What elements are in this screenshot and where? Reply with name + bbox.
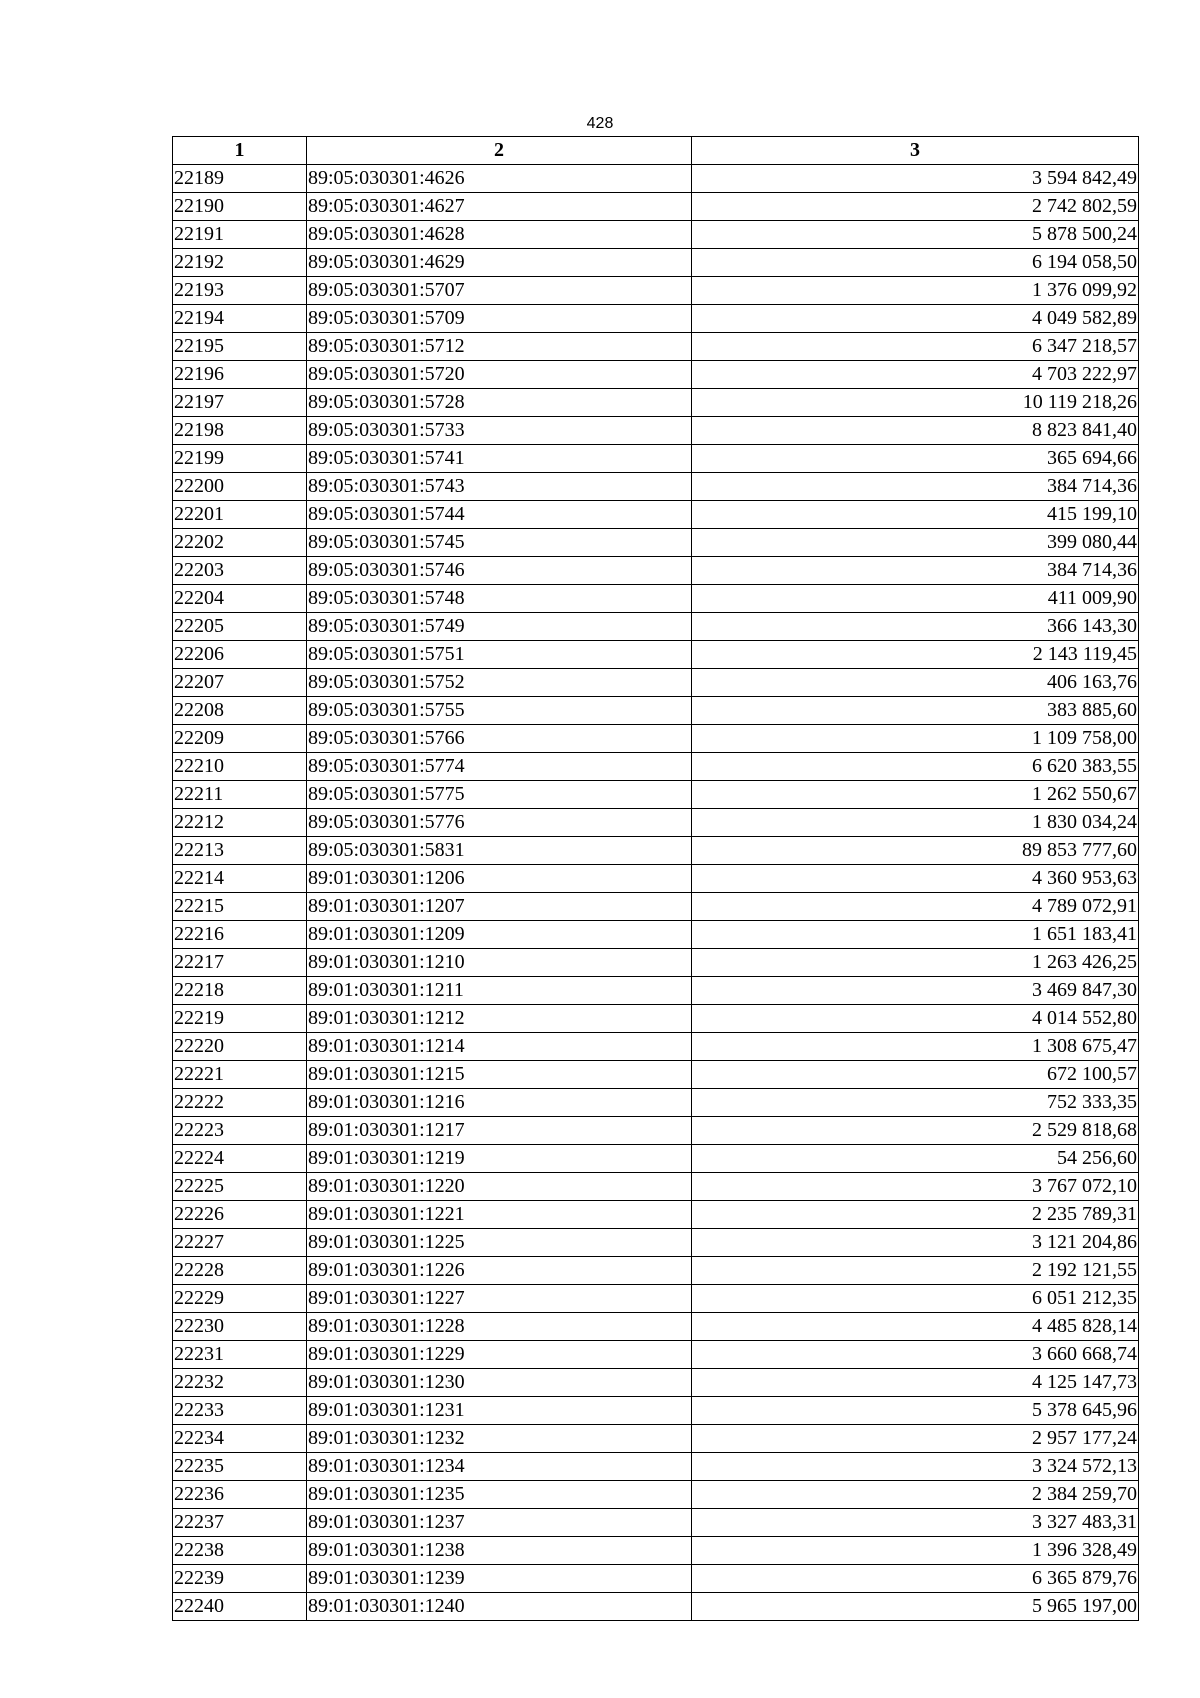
value-cell: 3 594 842,49 bbox=[692, 165, 1139, 193]
value-cell: 384 714,36 bbox=[692, 557, 1139, 585]
cadastral-number-cell: 89:01:030301:1231 bbox=[307, 1397, 692, 1425]
value-cell: 2 192 121,55 bbox=[692, 1257, 1139, 1285]
row-number-cell: 22219 bbox=[173, 1005, 307, 1033]
row-number-cell: 22212 bbox=[173, 809, 307, 837]
table-row bbox=[173, 221, 1139, 249]
table-row bbox=[173, 529, 1139, 557]
row-number-cell: 22207 bbox=[173, 669, 307, 697]
row-number-cell: 22208 bbox=[173, 697, 307, 725]
value-cell: 54 256,60 bbox=[692, 1145, 1139, 1173]
cadastral-number-cell: 89:05:030301:5720 bbox=[307, 361, 692, 389]
row-number-cell: 22214 bbox=[173, 865, 307, 893]
value-cell: 6 365 879,76 bbox=[692, 1565, 1139, 1593]
table-row bbox=[173, 753, 1139, 781]
row-number-cell: 22222 bbox=[173, 1089, 307, 1117]
table-row bbox=[173, 585, 1139, 613]
column-header-1: 1 bbox=[173, 137, 307, 165]
row-number-cell: 22197 bbox=[173, 389, 307, 417]
table-row bbox=[173, 725, 1139, 753]
value-cell: 415 199,10 bbox=[692, 501, 1139, 529]
cadastral-number-cell: 89:01:030301:1228 bbox=[307, 1313, 692, 1341]
table-row bbox=[173, 697, 1139, 725]
data-table bbox=[172, 136, 1139, 1621]
row-number-cell: 22215 bbox=[173, 893, 307, 921]
value-cell: 1 651 183,41 bbox=[692, 921, 1139, 949]
cadastral-number-cell: 89:05:030301:5741 bbox=[307, 445, 692, 473]
column-header-3: 3 bbox=[692, 137, 1139, 165]
cadastral-number-cell: 89:01:030301:1230 bbox=[307, 1369, 692, 1397]
row-number-cell: 22201 bbox=[173, 501, 307, 529]
row-number-cell: 22195 bbox=[173, 333, 307, 361]
table-row bbox=[173, 1565, 1139, 1593]
value-cell: 1 262 550,67 bbox=[692, 781, 1139, 809]
cadastral-number-cell: 89:05:030301:5766 bbox=[307, 725, 692, 753]
row-number-cell: 22237 bbox=[173, 1509, 307, 1537]
value-cell: 406 163,76 bbox=[692, 669, 1139, 697]
table-row bbox=[173, 1509, 1139, 1537]
table-row bbox=[173, 1145, 1139, 1173]
value-cell: 1 308 675,47 bbox=[692, 1033, 1139, 1061]
row-number-cell: 22229 bbox=[173, 1285, 307, 1313]
value-cell: 3 660 668,74 bbox=[692, 1341, 1139, 1369]
value-cell: 6 347 218,57 bbox=[692, 333, 1139, 361]
value-cell: 2 957 177,24 bbox=[692, 1425, 1139, 1453]
cadastral-number-cell: 89:01:030301:1206 bbox=[307, 865, 692, 893]
cadastral-number-cell: 89:01:030301:1225 bbox=[307, 1229, 692, 1257]
value-cell: 5 878 500,24 bbox=[692, 221, 1139, 249]
cadastral-number-cell: 89:05:030301:5743 bbox=[307, 473, 692, 501]
row-number-cell: 22225 bbox=[173, 1173, 307, 1201]
cadastral-number-cell: 89:01:030301:1229 bbox=[307, 1341, 692, 1369]
value-cell: 3 327 483,31 bbox=[692, 1509, 1139, 1537]
row-number-cell: 22210 bbox=[173, 753, 307, 781]
cadastral-number-cell: 89:05:030301:5733 bbox=[307, 417, 692, 445]
table-row bbox=[173, 249, 1139, 277]
header-row bbox=[173, 137, 1139, 165]
value-cell: 672 100,57 bbox=[692, 1061, 1139, 1089]
row-number-cell: 22204 bbox=[173, 585, 307, 613]
table-row bbox=[173, 501, 1139, 529]
cadastral-number-cell: 89:01:030301:1207 bbox=[307, 893, 692, 921]
row-number-cell: 22209 bbox=[173, 725, 307, 753]
cadastral-number-cell: 89:05:030301:5712 bbox=[307, 333, 692, 361]
table-row bbox=[173, 1089, 1139, 1117]
cadastral-number-cell: 89:01:030301:1209 bbox=[307, 921, 692, 949]
row-number-cell: 22191 bbox=[173, 221, 307, 249]
row-number-cell: 22217 bbox=[173, 949, 307, 977]
value-cell: 5 378 645,96 bbox=[692, 1397, 1139, 1425]
cadastral-number-cell: 89:05:030301:4626 bbox=[307, 165, 692, 193]
value-cell: 8 823 841,40 bbox=[692, 417, 1139, 445]
cadastral-number-cell: 89:01:030301:1214 bbox=[307, 1033, 692, 1061]
value-cell: 4 049 582,89 bbox=[692, 305, 1139, 333]
value-cell: 2 742 802,59 bbox=[692, 193, 1139, 221]
row-number-cell: 22200 bbox=[173, 473, 307, 501]
value-cell: 1 396 328,49 bbox=[692, 1537, 1139, 1565]
row-number-cell: 22227 bbox=[173, 1229, 307, 1257]
row-number-cell: 22218 bbox=[173, 977, 307, 1005]
value-cell: 4 360 953,63 bbox=[692, 865, 1139, 893]
table-row bbox=[173, 473, 1139, 501]
cadastral-number-cell: 89:01:030301:1212 bbox=[307, 1005, 692, 1033]
table-row bbox=[173, 949, 1139, 977]
cadastral-number-cell: 89:05:030301:5728 bbox=[307, 389, 692, 417]
value-cell: 2 235 789,31 bbox=[692, 1201, 1139, 1229]
value-cell: 4 703 222,97 bbox=[692, 361, 1139, 389]
row-number-cell: 22205 bbox=[173, 613, 307, 641]
row-number-cell: 22221 bbox=[173, 1061, 307, 1089]
table-row bbox=[173, 1481, 1139, 1509]
cadastral-number-cell: 89:05:030301:5744 bbox=[307, 501, 692, 529]
cadastral-number-cell: 89:01:030301:1217 bbox=[307, 1117, 692, 1145]
row-number-cell: 22193 bbox=[173, 277, 307, 305]
cadastral-number-cell: 89:01:030301:1232 bbox=[307, 1425, 692, 1453]
row-number-cell: 22211 bbox=[173, 781, 307, 809]
row-number-cell: 22196 bbox=[173, 361, 307, 389]
value-cell: 383 885,60 bbox=[692, 697, 1139, 725]
table-row bbox=[173, 1257, 1139, 1285]
cadastral-number-cell: 89:01:030301:1240 bbox=[307, 1593, 692, 1621]
table-row bbox=[173, 165, 1139, 193]
row-number-cell: 22194 bbox=[173, 305, 307, 333]
row-number-cell: 22223 bbox=[173, 1117, 307, 1145]
cadastral-number-cell: 89:05:030301:5831 bbox=[307, 837, 692, 865]
table-row bbox=[173, 1061, 1139, 1089]
row-number-cell: 22235 bbox=[173, 1453, 307, 1481]
value-cell: 2 143 119,45 bbox=[692, 641, 1139, 669]
cadastral-number-cell: 89:05:030301:5709 bbox=[307, 305, 692, 333]
cadastral-number-cell: 89:05:030301:5775 bbox=[307, 781, 692, 809]
value-cell: 411 009,90 bbox=[692, 585, 1139, 613]
table-row bbox=[173, 1313, 1139, 1341]
cadastral-number-cell: 89:05:030301:5707 bbox=[307, 277, 692, 305]
table-row bbox=[173, 865, 1139, 893]
cadastral-number-cell: 89:01:030301:1226 bbox=[307, 1257, 692, 1285]
row-number-cell: 22238 bbox=[173, 1537, 307, 1565]
table-row bbox=[173, 1369, 1139, 1397]
cadastral-number-cell: 89:05:030301:5755 bbox=[307, 697, 692, 725]
table-body bbox=[173, 165, 1139, 1621]
value-cell: 10 119 218,26 bbox=[692, 389, 1139, 417]
value-cell: 89 853 777,60 bbox=[692, 837, 1139, 865]
cadastral-number-cell: 89:01:030301:1221 bbox=[307, 1201, 692, 1229]
table-row bbox=[173, 1425, 1139, 1453]
table-row bbox=[173, 977, 1139, 1005]
value-cell: 3 767 072,10 bbox=[692, 1173, 1139, 1201]
value-cell: 1 109 758,00 bbox=[692, 725, 1139, 753]
value-cell: 4 789 072,91 bbox=[692, 893, 1139, 921]
table-row bbox=[173, 1005, 1139, 1033]
cadastral-number-cell: 89:01:030301:1239 bbox=[307, 1565, 692, 1593]
row-number-cell: 22189 bbox=[173, 165, 307, 193]
value-cell: 3 469 847,30 bbox=[692, 977, 1139, 1005]
table-row bbox=[173, 361, 1139, 389]
cadastral-number-cell: 89:05:030301:5752 bbox=[307, 669, 692, 697]
table-row bbox=[173, 809, 1139, 837]
table-row bbox=[173, 1229, 1139, 1257]
table-row bbox=[173, 1593, 1139, 1621]
row-number-cell: 22199 bbox=[173, 445, 307, 473]
row-number-cell: 22224 bbox=[173, 1145, 307, 1173]
row-number-cell: 22190 bbox=[173, 193, 307, 221]
table-row bbox=[173, 1397, 1139, 1425]
table-row bbox=[173, 921, 1139, 949]
cadastral-number-cell: 89:05:030301:5776 bbox=[307, 809, 692, 837]
value-cell: 6 051 212,35 bbox=[692, 1285, 1139, 1313]
row-number-cell: 22226 bbox=[173, 1201, 307, 1229]
row-number-cell: 22198 bbox=[173, 417, 307, 445]
row-number-cell: 22239 bbox=[173, 1565, 307, 1593]
row-number-cell: 22230 bbox=[173, 1313, 307, 1341]
table-row bbox=[173, 837, 1139, 865]
row-number-cell: 22228 bbox=[173, 1257, 307, 1285]
table-row bbox=[173, 1201, 1139, 1229]
cadastral-number-cell: 89:01:030301:1210 bbox=[307, 949, 692, 977]
table-row bbox=[173, 613, 1139, 641]
row-number-cell: 22192 bbox=[173, 249, 307, 277]
value-cell: 1 376 099,92 bbox=[692, 277, 1139, 305]
table-row bbox=[173, 557, 1139, 585]
cadastral-number-cell: 89:01:030301:1219 bbox=[307, 1145, 692, 1173]
table-row bbox=[173, 1537, 1139, 1565]
page-number: 428 bbox=[586, 115, 614, 132]
cadastral-number-cell: 89:05:030301:5774 bbox=[307, 753, 692, 781]
table-row bbox=[173, 1285, 1139, 1313]
column-header-2: 2 bbox=[307, 137, 692, 165]
row-number-cell: 22206 bbox=[173, 641, 307, 669]
table-row bbox=[173, 1341, 1139, 1369]
row-number-cell: 22236 bbox=[173, 1481, 307, 1509]
value-cell: 5 965 197,00 bbox=[692, 1593, 1139, 1621]
table-row bbox=[173, 1173, 1139, 1201]
cadastral-number-cell: 89:05:030301:4629 bbox=[307, 249, 692, 277]
row-number-cell: 22233 bbox=[173, 1397, 307, 1425]
cadastral-number-cell: 89:01:030301:1211 bbox=[307, 977, 692, 1005]
table-row bbox=[173, 669, 1139, 697]
cadastral-number-cell: 89:01:030301:1216 bbox=[307, 1089, 692, 1117]
row-number-cell: 22203 bbox=[173, 557, 307, 585]
value-cell: 3 121 204,86 bbox=[692, 1229, 1139, 1257]
row-number-cell: 22240 bbox=[173, 1593, 307, 1621]
cadastral-number-cell: 89:05:030301:5746 bbox=[307, 557, 692, 585]
table-row bbox=[173, 1033, 1139, 1061]
cadastral-number-cell: 89:05:030301:5748 bbox=[307, 585, 692, 613]
value-cell: 4 125 147,73 bbox=[692, 1369, 1139, 1397]
row-number-cell: 22234 bbox=[173, 1425, 307, 1453]
table-row bbox=[173, 1117, 1139, 1145]
table-header bbox=[173, 137, 1139, 165]
row-number-cell: 22216 bbox=[173, 921, 307, 949]
row-number-cell: 22202 bbox=[173, 529, 307, 557]
cadastral-number-cell: 89:05:030301:4628 bbox=[307, 221, 692, 249]
cadastral-number-cell: 89:05:030301:4627 bbox=[307, 193, 692, 221]
row-number-cell: 22220 bbox=[173, 1033, 307, 1061]
value-cell: 2 529 818,68 bbox=[692, 1117, 1139, 1145]
table-row bbox=[173, 417, 1139, 445]
value-cell: 6 194 058,50 bbox=[692, 249, 1139, 277]
value-cell: 384 714,36 bbox=[692, 473, 1139, 501]
table-row bbox=[173, 305, 1139, 333]
value-cell: 1 263 426,25 bbox=[692, 949, 1139, 977]
table-row bbox=[173, 333, 1139, 361]
cadastral-number-cell: 89:01:030301:1220 bbox=[307, 1173, 692, 1201]
cadastral-number-cell: 89:05:030301:5751 bbox=[307, 641, 692, 669]
table-row bbox=[173, 193, 1139, 221]
cadastral-number-cell: 89:05:030301:5745 bbox=[307, 529, 692, 557]
value-cell: 752 333,35 bbox=[692, 1089, 1139, 1117]
table-row bbox=[173, 641, 1139, 669]
value-cell: 399 080,44 bbox=[692, 529, 1139, 557]
cadastral-number-cell: 89:01:030301:1238 bbox=[307, 1537, 692, 1565]
cadastral-number-cell: 89:01:030301:1235 bbox=[307, 1481, 692, 1509]
cadastral-number-cell: 89:05:030301:5749 bbox=[307, 613, 692, 641]
value-cell: 2 384 259,70 bbox=[692, 1481, 1139, 1509]
value-cell: 1 830 034,24 bbox=[692, 809, 1139, 837]
cadastral-number-cell: 89:01:030301:1215 bbox=[307, 1061, 692, 1089]
table-row bbox=[173, 445, 1139, 473]
value-cell: 4 014 552,80 bbox=[692, 1005, 1139, 1033]
table-row bbox=[173, 389, 1139, 417]
value-cell: 6 620 383,55 bbox=[692, 753, 1139, 781]
table-row bbox=[173, 893, 1139, 921]
cadastral-number-cell: 89:01:030301:1237 bbox=[307, 1509, 692, 1537]
table-row bbox=[173, 277, 1139, 305]
value-cell: 4 485 828,14 bbox=[692, 1313, 1139, 1341]
cadastral-number-cell: 89:01:030301:1227 bbox=[307, 1285, 692, 1313]
value-cell: 366 143,30 bbox=[692, 613, 1139, 641]
cadastral-number-cell: 89:01:030301:1234 bbox=[307, 1453, 692, 1481]
table-row bbox=[173, 1453, 1139, 1481]
table-row bbox=[173, 781, 1139, 809]
row-number-cell: 22232 bbox=[173, 1369, 307, 1397]
value-cell: 3 324 572,13 bbox=[692, 1453, 1139, 1481]
row-number-cell: 22231 bbox=[173, 1341, 307, 1369]
value-cell: 365 694,66 bbox=[692, 445, 1139, 473]
row-number-cell: 22213 bbox=[173, 837, 307, 865]
